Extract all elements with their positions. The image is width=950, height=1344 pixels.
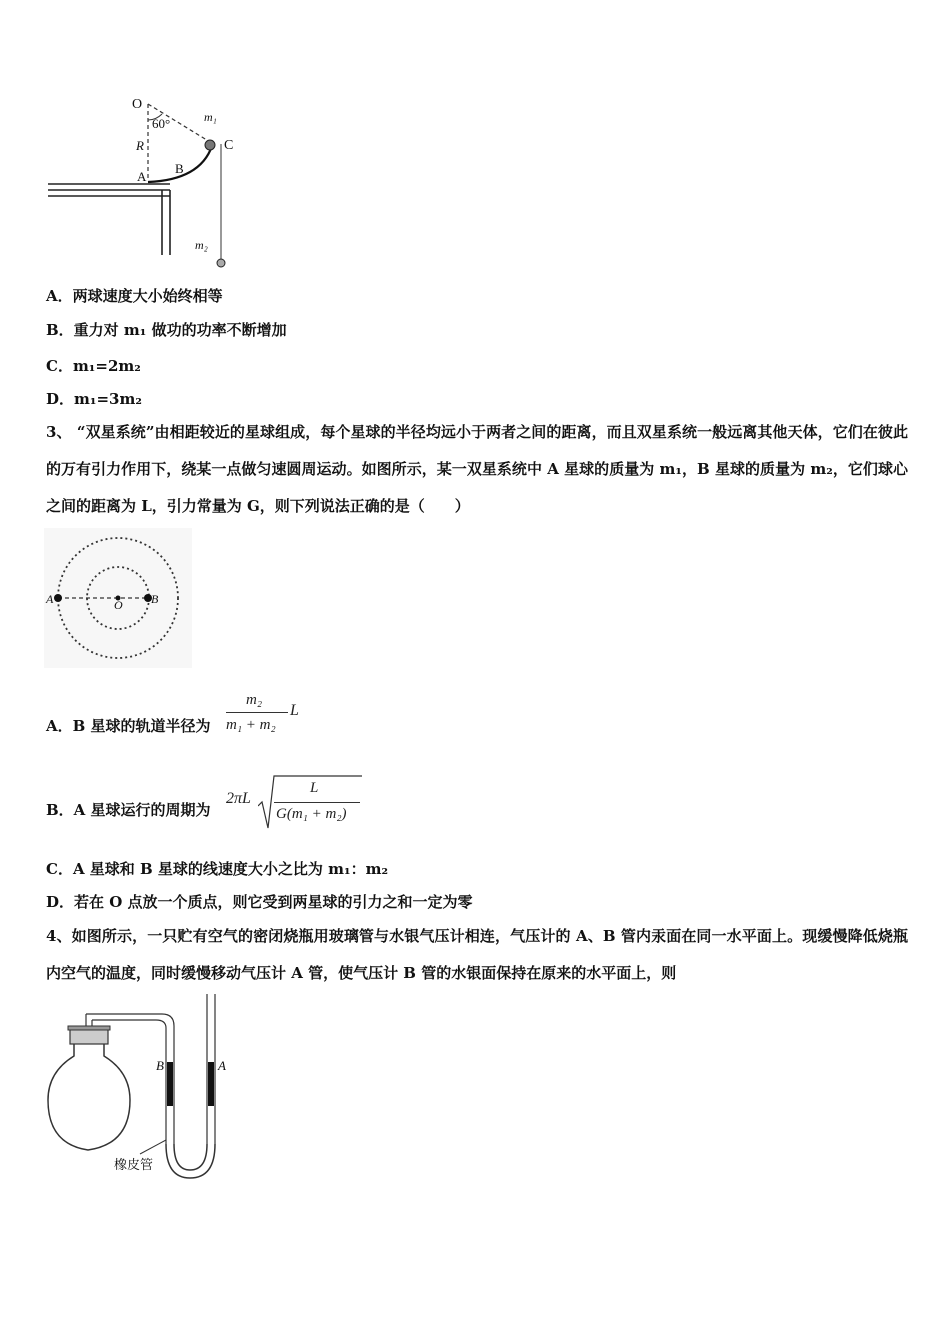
fig3-label-b: B bbox=[156, 1058, 164, 1073]
formula-a-suffix: L bbox=[290, 702, 299, 719]
q2-option-d: D．m₁=3m₂ bbox=[46, 390, 142, 408]
fig2-label-a: A bbox=[46, 592, 54, 606]
q3-option-b: B．A 星球运行的周期为 bbox=[46, 801, 211, 819]
fig1-label-a: A bbox=[137, 169, 147, 184]
formula-a-denominator: m₁ + m₂ bbox=[226, 717, 276, 733]
q3-option-a: A．B 星球的轨道半径为 bbox=[46, 717, 211, 735]
formula-b-numerator: L bbox=[310, 780, 319, 796]
fig1-label-b: B bbox=[175, 161, 184, 176]
q3-option-a-formula bbox=[224, 690, 304, 742]
q2-option-c: C．m₁=2m₂ bbox=[46, 357, 141, 375]
formula-b-denominator: G(m₁ + m₂) bbox=[276, 806, 347, 822]
q2-option-a: A．两球速度大小始终相等 bbox=[46, 287, 223, 305]
q4-stem: 4、如图所示，一只贮有空气的密闭烧瓶用玻璃管与水银气压计相连，气压计的 A、B 管内汞面在同一水平面上。现缓慢降低烧瓶内空气的温度，同时缓慢移动气压计 A 管，使气压计 B 管的水银面保持在原来的水平面上，则 bbox=[46, 927, 908, 982]
fig1-label-angle: 60° bbox=[152, 116, 171, 131]
q3-option-c: C．A 星球和 B 星球的线速度大小之比为 m₁：m₂ bbox=[46, 860, 389, 878]
fig3-label-rubber-tube: 橡皮管 bbox=[114, 1158, 154, 1173]
q3-stem: 3、 “双星系统”由相距较近的星球组成，每个星球的半径均远小于两者之间的距离，而且双星系统一般远离其他天体，它们在彼此的万有引力作用下，绕某一点做匀速圆周运动。如图所示，某一双星系统中 A 星球的质量为 m₁，B 星球的质量为 m₂，它们球心之间的距离为 L，引力常量为 G，则下列说法正确的是（ ） bbox=[46, 423, 908, 515]
q3-option-b-formula bbox=[226, 772, 366, 832]
formula-a-fraction-bar bbox=[226, 712, 288, 713]
q2-option-b: B．重力对 m₁ 做功的功率不断增加 bbox=[46, 321, 287, 339]
formula-b-prefix: 2πL bbox=[226, 790, 251, 807]
fig1-label-o: O bbox=[132, 97, 143, 112]
fig2-label-o: O bbox=[114, 598, 123, 612]
formula-a-numerator: m₂ bbox=[246, 692, 263, 708]
fig3-label-a: A bbox=[218, 1058, 226, 1073]
fig1-label-m2: m₂ bbox=[195, 238, 208, 252]
formula-b-fraction-bar bbox=[274, 802, 360, 803]
fig1-label-c: C bbox=[224, 138, 234, 153]
fig1-label-m1: m₁ bbox=[204, 110, 217, 124]
q3-option-d: D．若在 O 点放一个质点，则它受到两星球的引力之和一定为零 bbox=[46, 893, 473, 911]
fig2-label-b: B bbox=[151, 592, 159, 606]
fig1-label-r: R bbox=[136, 138, 144, 153]
